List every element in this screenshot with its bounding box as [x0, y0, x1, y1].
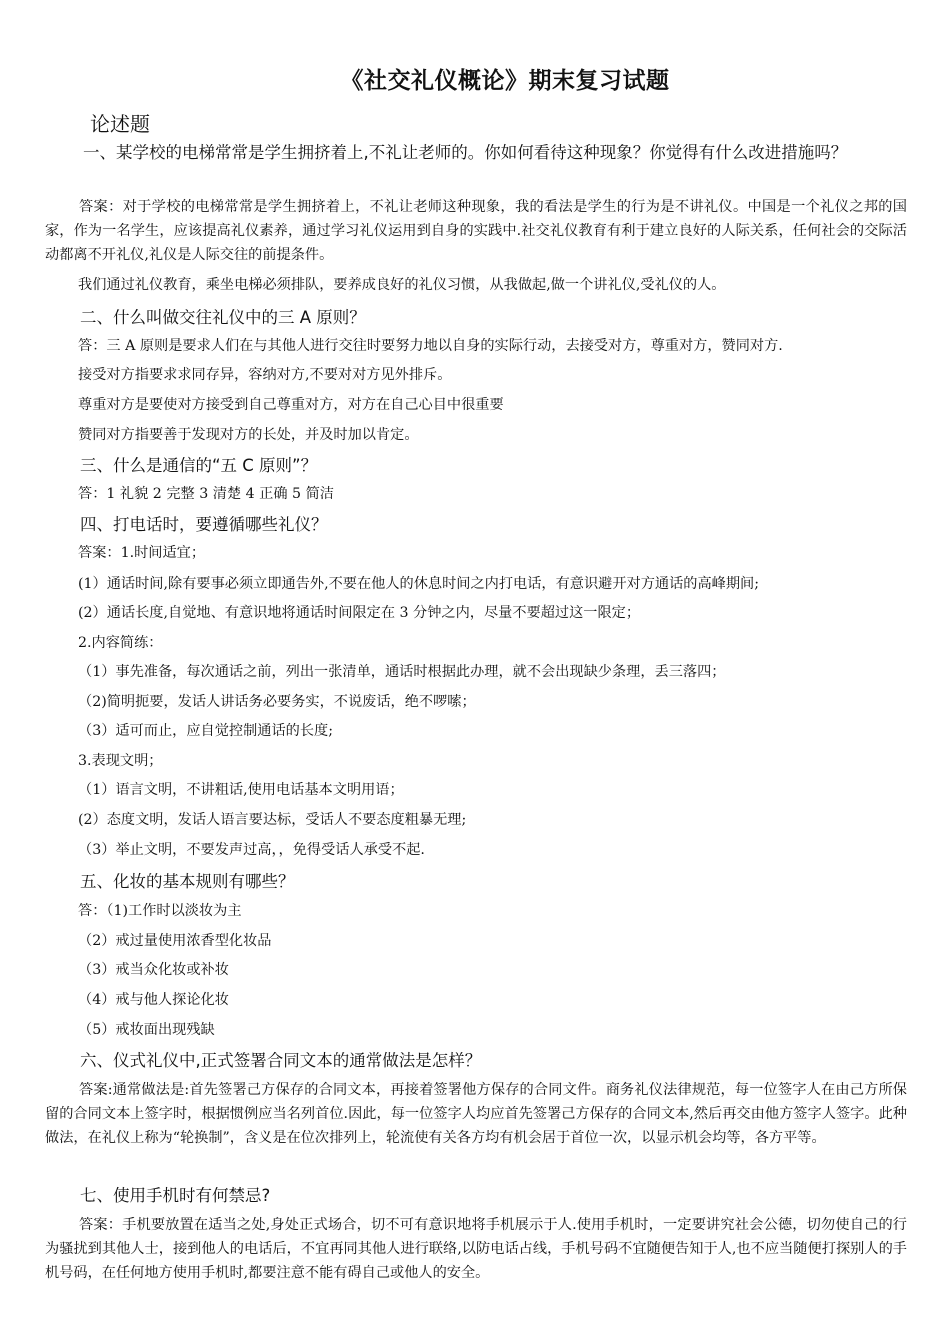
- question-4: 四、打电话时，要遵循哪些礼仪？: [80, 515, 328, 534]
- document-title: 《社交礼仪概论》期末复习试题: [340, 68, 670, 94]
- answer-paragraph: 答案：对于学校的电梯常常是学生拥挤着上，不礼让老师这种现象，我的看法是学生的行为是不讲礼仪。中国是一个礼仪之邦的国家，作为一名学生，应该提高礼仪素养，通过学习礼仪运用到自身的实践中.社交礼仪教育有利于建立良好的人际关系，任何社会的交际活动都离不开礼仪,礼仪是人际交往的前提条件。: [45, 199, 907, 263]
- question-2: 二、什么叫做交往礼仪中的三 A 原则？: [80, 308, 366, 327]
- answer-line: （3）戒当众化妆或补妆: [78, 962, 229, 978]
- answer-paragraph: 答案:通常做法是:首先签署己方保存的合同文本，再接着签署他方保存的合同文件。商务礼仪法律规范，每一位签字人在由己方所保留的合同文本上签字时，根据惯例应当名列首位.因此，每一位签字人均应首先签署己方保存的合同文本,然后再交由他方签字人签字。此种做法，在礼仪上称为“轮换制”，含义是在位次排列上，轮流使有关各方均有机会居于首位一次，以显示机会均等，各方平等。: [45, 1082, 907, 1146]
- answer-line: (1）通话时间,除有要事必须立即通告外,不要在他人的休息时间之内打电话，有意识避开对方通话的高峰期间;: [78, 576, 759, 592]
- answer-line: 答：（1)工作时以淡妆为主: [78, 903, 242, 919]
- answer-paragraph: 答案：手机要放置在适当之处,身处正式场合，切不可有意识地将手机展示于人.使用手机时，一定要讲究社会公德，切勿使自己的行为骚扰到其他人士，接到他人的电话后，不宜再同其他人进行联络,以防电话占线，手机号码不宜随便告知于人,也不应当随便打探别人的手机号码，在任何地方使用手机时,都要注意不能有碍自己或他人的安全。: [45, 1217, 907, 1281]
- answer-line: （1）事先准备，每次通话之前，列出一张清单，通话时根据此办理，就不会出现缺少条理，丢三落四；: [78, 664, 726, 680]
- question-6: 六、仪式礼仪中,正式签署合同文本的通常做法是怎样？: [80, 1051, 482, 1070]
- answer-line: (2）态度文明，发话人语言要达标，受话人不要态度粗暴无理;: [78, 812, 467, 828]
- answer-line: （2)简明扼要，发话人讲话务必要务实，不说废话，绝不啰嗦；: [78, 694, 476, 710]
- answer-line: 赞同对方指要善于发现对方的长处，并及时加以肯定。: [78, 427, 419, 443]
- question-7: 七、使用手机时有何禁忌?: [80, 1186, 271, 1205]
- answer-line: 答：三 A 原则是要求人们在与其他人进行交往时要努力地以自身的实际行动，去接受对方，尊重对方，赞同对方.: [78, 338, 783, 354]
- answer-line: （3）举止文明，不要发声过高，，免得受话人承受不起.: [78, 842, 425, 858]
- answer-line: 2.内容简练：: [78, 635, 163, 651]
- answer-line: 答：1 礼貌 2 完整 3 清楚 4 正确 5 简洁: [78, 486, 334, 502]
- answer-line: 3.表现文明；: [78, 753, 163, 769]
- answer-line: （4）戒与他人探论化妆: [78, 992, 229, 1008]
- answer-line: 答案：1.时间适宜；: [78, 545, 206, 561]
- answer-line: （2）戒过量使用浓香型化妆品: [78, 933, 272, 949]
- question-3: 三、什么是通信的“五 C 原则”？: [80, 456, 318, 475]
- answer-line: （5）戒妆面出现残缺: [78, 1022, 215, 1038]
- answer-line: (2）通话长度,自觉地、有意识地将通话时间限定在 3 分钟之内，尽量不要超过这一限定；: [78, 605, 641, 621]
- answer-line: 接受对方指要求求同存异，容纳对方,不要对对方见外排斥。: [78, 367, 452, 383]
- section-heading: 论述题: [90, 112, 150, 136]
- answer-line: （3）适可而止，应自觉控制通话的长度;: [78, 723, 333, 739]
- answer-line: 尊重对方是要使对方接受到自己尊重对方，对方在自己心目中很重要: [78, 397, 504, 413]
- question-5: 五、化妆的基本规则有哪些？: [80, 872, 295, 891]
- answer-line: （1）语言文明，不讲粗话,使用电话基本文明用语；: [78, 782, 404, 798]
- answer-line: 我们通过礼仪教育，乘坐电梯必须排队，要养成良好的礼仪习惯，从我做起,做一个讲礼仪,受礼仪的人。: [78, 277, 726, 293]
- question-1: 一、某学校的电梯常常是学生拥挤着上,不礼让老师的。你如何看待这种现象？你觉得有什么改进措施吗？: [83, 143, 848, 162]
